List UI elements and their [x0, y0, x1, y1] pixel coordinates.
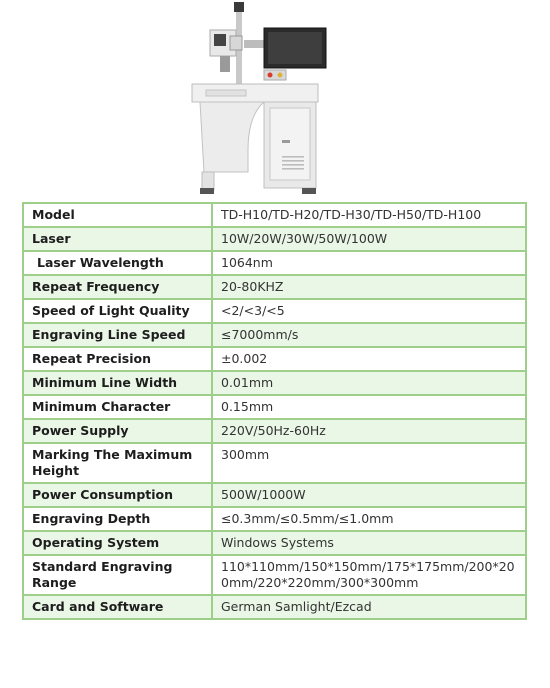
spec-value-operating-system: Windows Systems: [212, 531, 526, 555]
table-row: [23, 531, 526, 555]
spec-value-line-speed: ≤7000mm/s: [212, 323, 526, 347]
spec-label-card-software: Card and Software: [23, 595, 212, 619]
spec-value-min-character: 0.15mm: [212, 395, 526, 419]
spec-label-repeat-precision: Repeat Precision: [23, 347, 212, 371]
spec-label-wavelength: Laser Wavelength: [23, 251, 212, 275]
spec-value-engraving-depth: ≤0.3mm/≤0.5mm/≤1.0mm: [212, 507, 526, 531]
spec-label-engraving-range: Standard Engraving Range: [23, 555, 212, 595]
table-row: [23, 595, 526, 619]
spec-table: [22, 202, 527, 620]
spec-label-min-line-width: Minimum Line Width: [23, 371, 212, 395]
table-row: [23, 371, 526, 395]
table-row: [23, 323, 526, 347]
spec-label-light-quality: Speed of Light Quality: [23, 299, 212, 323]
spec-label-laser: Laser: [23, 227, 212, 251]
spec-value-wavelength: 1064nm: [212, 251, 526, 275]
spec-label-max-height: Marking The Maximum Height: [23, 443, 212, 483]
spec-value-card-software: German Samlight/Ezcad: [212, 595, 526, 619]
table-row: [23, 347, 526, 371]
spec-label-power-consumption: Power Consumption: [23, 483, 212, 507]
machine-photo: [190, 0, 360, 200]
table-row: [23, 251, 526, 275]
spec-label-engraving-depth: Engraving Depth: [23, 507, 212, 531]
spec-value-laser: 10W/20W/30W/50W/100W: [212, 227, 526, 251]
spec-value-repeat-frequency: 20-80KHZ: [212, 275, 526, 299]
table-row: [23, 555, 526, 595]
table-row: [23, 227, 526, 251]
spec-label-repeat-frequency: Repeat Frequency: [23, 275, 212, 299]
table-row: [23, 395, 526, 419]
spec-value-model: TD-H10/TD-H20/TD-H30/TD-H50/TD-H100: [212, 203, 526, 227]
spec-value-power-consumption: 500W/1000W: [212, 483, 526, 507]
table-row: [23, 203, 526, 227]
spec-label-operating-system: Operating System: [23, 531, 212, 555]
spec-value-repeat-precision: ±0.002: [212, 347, 526, 371]
table-row: [23, 275, 526, 299]
table-row: [23, 483, 526, 507]
spec-value-min-line-width: 0.01mm: [212, 371, 526, 395]
table-row: [23, 419, 526, 443]
spec-label-line-speed: Engraving Line Speed: [23, 323, 212, 347]
spec-label-min-character: Minimum Character: [23, 395, 212, 419]
table-row: [23, 507, 526, 531]
table-row: [23, 299, 526, 323]
spec-value-light-quality: <2/<3/<5: [212, 299, 526, 323]
table-row: [23, 443, 526, 483]
spec-value-max-height: 300mm: [212, 443, 526, 483]
spec-value-power-supply: 220V/50Hz-60Hz: [212, 419, 526, 443]
spec-label-model: Model: [23, 203, 212, 227]
spec-label-power-supply: Power Supply: [23, 419, 212, 443]
spec-value-engraving-range: 110*110mm/150*150mm/175*175mm/200*200mm/220*220mm/300*300mm: [212, 555, 526, 595]
